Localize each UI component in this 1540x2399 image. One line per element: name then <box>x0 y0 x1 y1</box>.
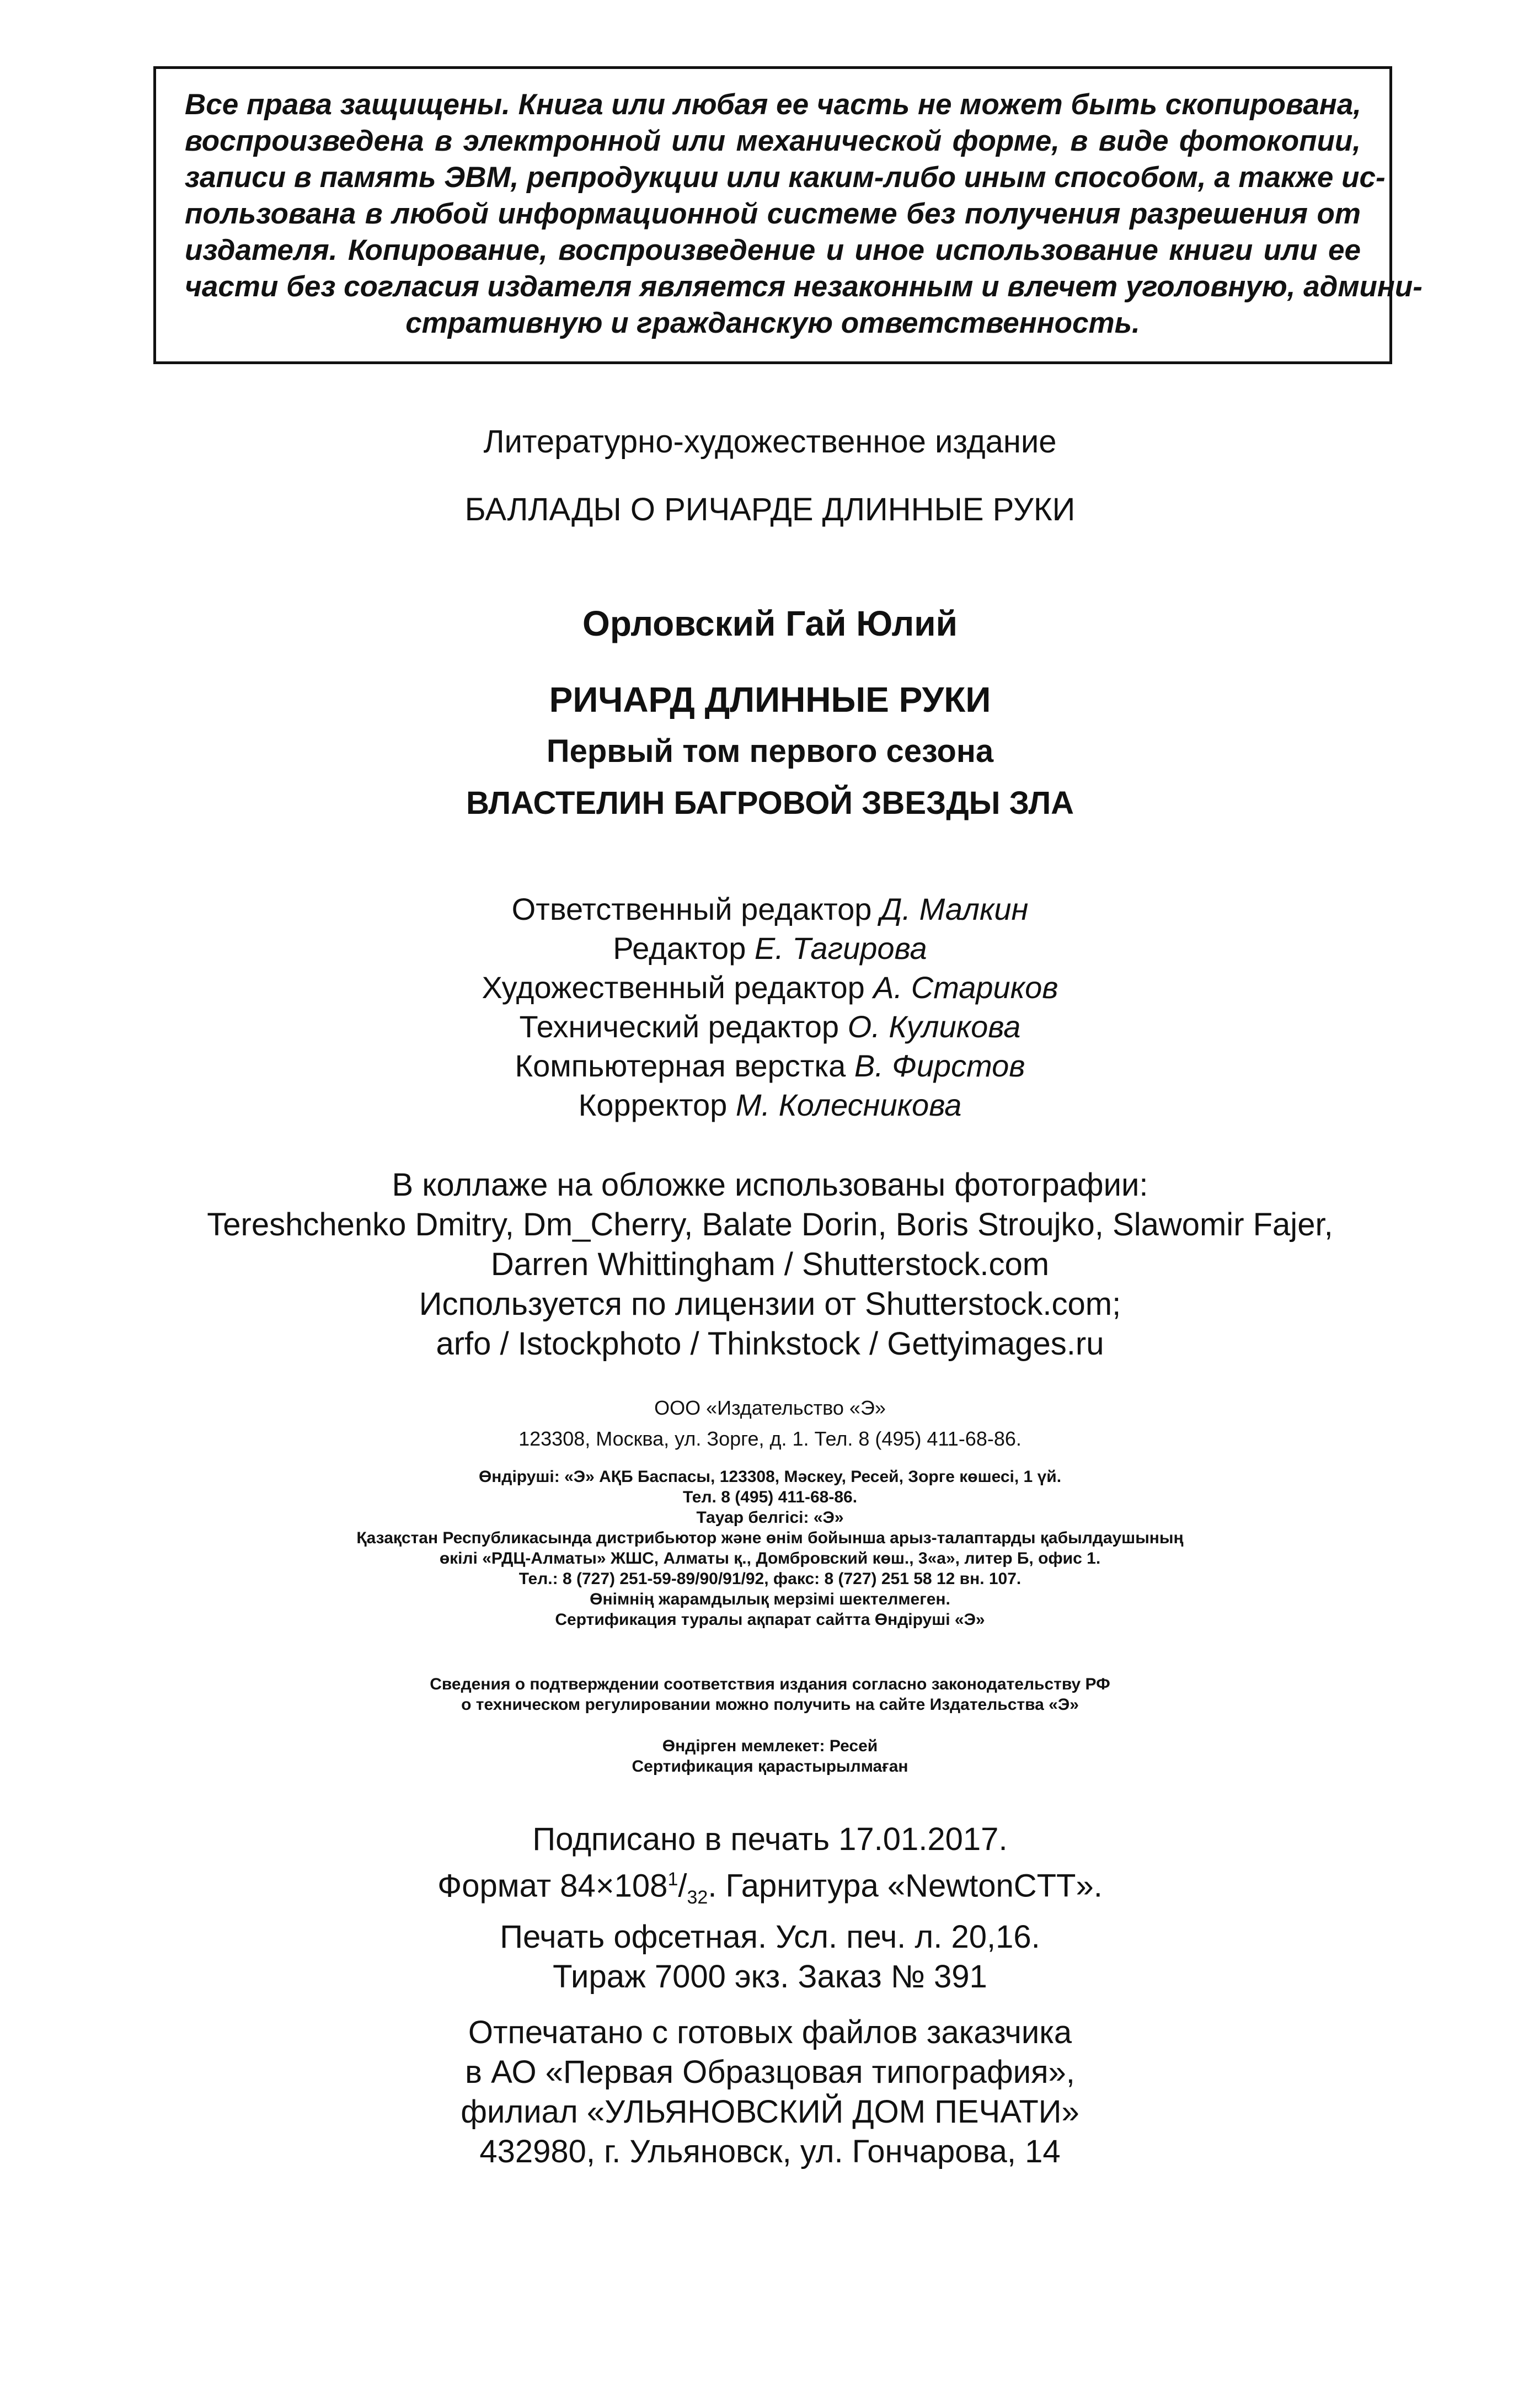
credit-person: Е. Тагирова <box>754 931 927 966</box>
credit-line <box>0 1007 1540 1046</box>
series-title: БАЛЛАДЫ О РИЧАРДЕ ДЛИННЫЕ РУКИ <box>464 492 1076 527</box>
rights-line: стративную и гражданскую ответственность. <box>405 307 1140 339</box>
origin-line: Сертификация қарастырылмаған <box>632 1757 908 1776</box>
print-format: Формат $84\times 108^1/_{32}$. Гарнитура «NewtonCTT». <box>437 1868 1103 1908</box>
kazakh-info-line: Тел. 8 (495) 411-68-86. <box>682 1488 858 1506</box>
origin-line: Өндірген мемлекет: Ресей <box>662 1737 878 1755</box>
format-numerator: 1 <box>667 1869 678 1890</box>
photo-credits <box>0 1165 1540 1364</box>
publisher-name: ООО «Издательство «Э» <box>654 1396 886 1419</box>
print-info <box>0 1820 1540 1997</box>
credit-person: О. Куликова <box>847 1009 1021 1044</box>
credit-role: Компьютерная верстка <box>515 1048 846 1083</box>
publisher-address: 123308, Москва, ул. Зорге, д. 1. Тел. 8 (495) 411-68-86. <box>518 1427 1022 1450</box>
edition-type: Литературно-художественное издание <box>483 424 1057 460</box>
print-run: Тираж 7000 экз. Заказ № 391 <box>553 1958 987 1995</box>
credit-line <box>0 889 1540 929</box>
print-signed: Подписано в печать 17.01.2017. <box>532 1821 1008 1857</box>
credit-person: Д. Малкин <box>880 892 1029 926</box>
kazakh-info-line: Өндіруші: «Э» АҚБ Баспасы, 123308, Мәскеу, Ресей, Зорге көшесі, 1 үй. <box>478 1468 1062 1486</box>
credit-person: М. Колесникова <box>735 1087 962 1122</box>
rights-line: издателя. Копирование, воспроизведение и иное использование книги или ее <box>185 234 1361 266</box>
printer-line: 432980, г. Ульяновск, ул. Гончарова, 14 <box>479 2134 1061 2169</box>
printer-info <box>0 2013 1540 2172</box>
credits-list <box>0 889 1540 1124</box>
format-denominator: 32 <box>687 1886 708 1908</box>
photo-credit-line: В коллаже на обложке использованы фотографии: <box>392 1167 1148 1203</box>
kazakh-info-line: Қазақстан Республикасында дистрибьютор және өнім бойынша арыз-талаптарды қабылдаушының <box>356 1529 1184 1547</box>
credit-line <box>0 1085 1540 1124</box>
credit-line <box>0 929 1540 968</box>
rights-line: записи в память ЭВМ, репродукции или каким-либо иным способом, а также ис- <box>185 161 1386 194</box>
printer-line: в АО «Первая Образцовая типография», <box>465 2054 1075 2090</box>
rights-line: воспроизведена в электронной или механической форме, в виде фотокопии, <box>185 125 1361 157</box>
conformity-line: о техническом регулировании можно получить на сайте Издательства «Э» <box>461 1696 1079 1714</box>
book-subtitle: ВЛАСТЕЛИН БАГРОВОЙ ЗВЕЗДЫ ЗЛА <box>466 785 1074 821</box>
credit-role: Редактор <box>613 931 746 966</box>
photo-credit-line: arfo / Istockphoto / Thinkstock / Gettyimages.ru <box>436 1326 1104 1362</box>
credit-role: Технический редактор <box>519 1009 839 1044</box>
kazakh-info-line: Тел.: 8 (727) 251-59-89/90/91/92, факс: 8 (727) 251 58 12 вн. 107. <box>518 1570 1022 1588</box>
kazakh-info-line: Өнімнің жарамдылық мерзімі шектелмеген. <box>590 1590 950 1608</box>
credit-role: Художественный редактор <box>482 970 865 1005</box>
credit-person: В. Фирстов <box>854 1048 1025 1083</box>
printer-line: Отпечатано с готовых файлов заказчика <box>468 2014 1072 2050</box>
credit-line <box>0 968 1540 1007</box>
author-name: Орловский Гай Юлий <box>582 604 958 643</box>
kazakh-info-line: өкілі «РДЦ-Алматы» ЖШС, Алматы қ., Домбровский көш., 3«а», литер Б, офис 1. <box>439 1549 1101 1568</box>
rights-notice-box <box>153 66 1423 364</box>
photo-credit-line: Darren Whittingham / Shutterstock.com <box>490 1246 1050 1282</box>
printer-line: филиал «УЛЬЯНОВСКИЙ ДОМ ПЕЧАТИ» <box>461 2094 1079 2130</box>
credit-role: Корректор <box>578 1087 728 1122</box>
credit-line <box>0 1046 1540 1085</box>
format-prefix: Формат 84×108 <box>437 1868 668 1904</box>
credit-person: А. Стариков <box>873 970 1058 1005</box>
photo-credit-line: Tereshchenko Dmitry, Dm_Cherry, Balate Dorin, Boris Stroujko, Slawomir Fajer, <box>207 1207 1333 1243</box>
origin-info <box>0 1736 1540 1777</box>
conformity-line: Сведения о подтверждении соответствия издания согласно законодательству РФ <box>430 1675 1110 1693</box>
kazakh-info <box>0 1467 1540 1630</box>
print-method: Печать офсетная. Усл. печ. л. 20,16. <box>500 1918 1040 1955</box>
book-title: РИЧАРД ДЛИННЫЕ РУКИ <box>549 680 991 719</box>
volume-title: Первый том первого сезона <box>546 733 994 769</box>
credit-role: Ответственный редактор <box>511 892 872 926</box>
format-suffix: . Гарнитура «NewtonCTT». <box>708 1868 1103 1904</box>
rights-line: пользована в любой информационной системе без получения разрешения от <box>185 198 1361 230</box>
conformity-info <box>0 1674 1540 1715</box>
kazakh-info-line: Сертификация туралы ақпарат сайтта Өндіруші «Э» <box>555 1611 985 1629</box>
rights-line: Все права защищены. Книга или любая ее часть не может быть скопирована, <box>185 88 1362 121</box>
photo-credit-line: Используется по лицензии от Shutterstock.com; <box>419 1286 1121 1322</box>
publisher-info <box>0 1395 1540 1452</box>
kazakh-info-line: Тауар белгісі: «Э» <box>696 1508 844 1527</box>
rights-line: части без согласия издателя является незаконным и влечет уголовную, админи- <box>185 270 1423 303</box>
